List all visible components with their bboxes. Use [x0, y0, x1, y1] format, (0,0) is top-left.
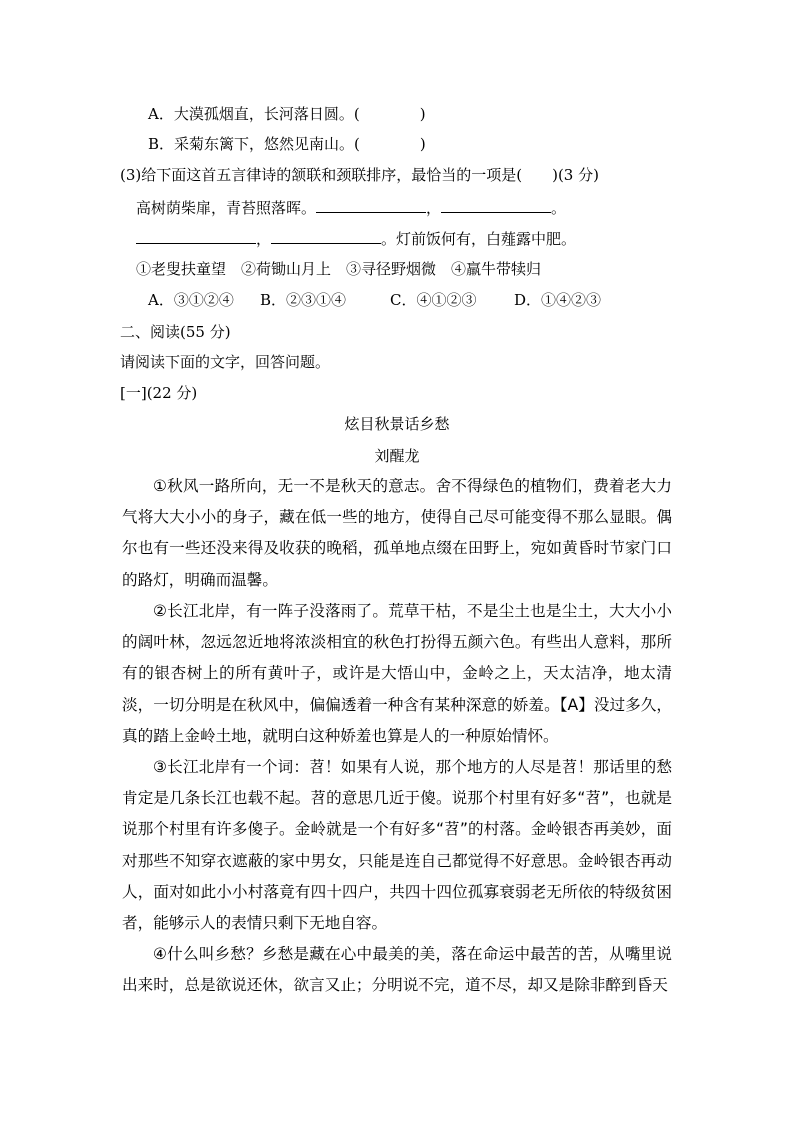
poem-comma-1: ， — [426, 199, 442, 217]
poem-blank-2[interactable] — [441, 198, 551, 213]
question-3-stem: (3)给下面这首五言律诗的颔联和颈联排序，最恰当的一项是( )(3 分) — [120, 166, 599, 184]
poem-line-1-text: 高树荫柴扉，青苔照落晖。 — [136, 199, 317, 217]
poem-blank-3[interactable] — [136, 229, 256, 244]
choice-a — [148, 104, 426, 124]
poem-comma-2: ， — [256, 230, 272, 248]
poem-line-1 — [136, 198, 566, 218]
paragraph-1: ①秋风一路所向，无一不是秋天的意志。舍不得绿色的植物们，费着老大力气将大大小小的身子，藏在低一些的地方，使得自己尽可能变得不那么显眼。偶尔也有一些还没来得及收获的晚稻，孤单地点缀在田野上，宛如黄昏时节家门口的路灯，明确而温馨。 — [122, 477, 672, 589]
poem-period-1: 。 — [551, 199, 567, 217]
poem-line-2 — [136, 229, 576, 249]
choice-a-close: ) — [419, 105, 426, 123]
poem-blank-4[interactable] — [271, 229, 381, 244]
section-title: 二、阅读(55 分) — [120, 323, 231, 341]
options-list: ①老叟扶童望 ②荷锄山月上 ③寻径野烟微 ④羸牛带犊归 — [136, 260, 542, 278]
answer-choice-c[interactable]: C．④①②③ — [390, 291, 477, 309]
answer-choice-a[interactable]: A．③①②④ — [148, 291, 234, 309]
choice-a-text: A．大漠孤烟直，长河落日圆。( — [148, 105, 360, 123]
choice-b-close: ) — [419, 135, 426, 153]
choice-b-text: B．采菊东篱下，悠然见南山。( — [148, 135, 360, 153]
article-title: 炫目秋景话乡愁 — [344, 415, 450, 433]
paragraph-4: ④什么叫乡愁？乡愁是藏在心中最美的美，落在命运中最苦的苦，从嘴里说出来时，总是欲说还休，欲言又止；分明说不完，道不尽，却又是除非醉到昏天 — [122, 945, 672, 995]
answer-choice-d[interactable]: D．①④②③ — [514, 291, 602, 309]
choice-b — [148, 134, 426, 154]
poem-line-2-text: 。灯前饭何有，白薤露中肥。 — [381, 230, 577, 248]
paragraph-3: ③长江北岸有一个词：苕！如果有人说，那个地方的人尽是苕！那话里的愁肯定是几条长江也载不起。苕的意思几近于傻。说那个村里有好多“苕”，也就是说那个村里有许多傻子。金岭就是一个有好多“苕”的村落。金岭银杏再美妙，面对那些不知穿衣遮蔽的家中男女，只能是连自己都觉得不好意思。金岭银杏再动人，面对如此小小村落竟有四十四户，共四十四位孤寡衰弱老无所依的特级贫困者，能够示人的表情只剩下无地自容。 — [122, 758, 672, 933]
answer-choice-b[interactable]: B．②③①④ — [260, 291, 347, 309]
poem-blank-1[interactable] — [316, 198, 426, 213]
answer-choices — [148, 290, 601, 310]
article-author: 刘醒龙 — [374, 447, 420, 465]
instruction: 请阅读下面的文字，回答问题。 — [120, 353, 331, 371]
part-label: [一](22 分) — [120, 384, 198, 402]
paragraph-2: ②长江北岸，有一阵子没落雨了。荒草干枯，不是尘土也是尘土，大大小小的阔叶林，忽远忽近地将浓淡相宜的秋色打扮得五颜六色。有些出人意料，那所有的银杏树上的所有黄叶子，或许是大悟山中，金岭之上，天太洁净，地太清淡，一切分明是在秋风中，偏偏透着一种含有某种深意的娇羞。【A】没过多久，真的踏上金岭土地，就明白这种娇羞也算是人的一种原始情怀。 — [122, 602, 672, 745]
